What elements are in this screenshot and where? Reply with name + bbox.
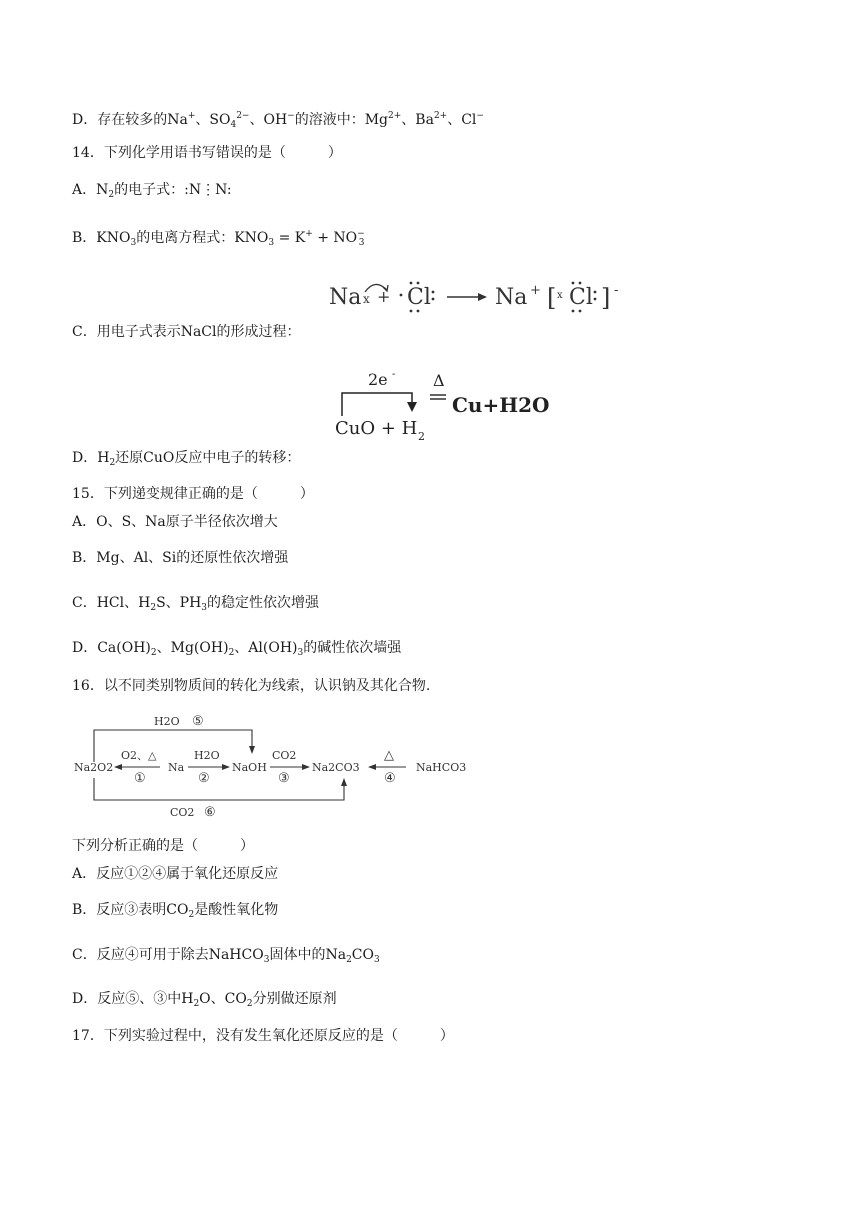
species-naoh: NaOH <box>232 761 267 774</box>
q14-option-d: D．$H_2$还原CuO反应中电子的转移： <box>72 450 301 468</box>
q14-stem: 14．下列化学用语书写错误的是（ ） <box>72 145 342 161</box>
q15-option-c: C．HCl、$H_2S$、$PH_3$的稳定性依次增强 <box>72 595 320 613</box>
q14-option-c: C．用电子式表示NaCl的形成过程： <box>72 324 301 340</box>
svg-text:+: + <box>530 283 541 298</box>
sodium-conversion-diagram <box>66 710 486 829</box>
r1-number: ① <box>134 771 146 786</box>
fig-na-ion: Na <box>495 285 528 310</box>
r2-number: ② <box>198 771 210 786</box>
svg-text:]: ] <box>601 284 611 312</box>
q16-question: 下列分析正确的是（ ） <box>72 838 254 854</box>
species-nahco3: NaHCO3 <box>416 761 467 774</box>
q15-option-a: A．O、S、Na原子半径依次增大 <box>72 514 278 530</box>
q15-stem: 15．下列递变规律正确的是（ ） <box>72 486 314 502</box>
svg-text:2: 2 <box>418 430 425 443</box>
r3-number: ③ <box>278 771 290 786</box>
electron-transfer-figure <box>330 368 550 447</box>
q16-option-b: B．反应③表明$CO_2$是酸性氧化物 <box>72 902 279 920</box>
fig-na: Na <box>329 285 362 310</box>
r4-number: ④ <box>384 771 396 786</box>
equation-lhs: CuO + H <box>335 418 418 439</box>
r5-reagent: H2O <box>154 715 180 728</box>
equation-rhs: Cu+H2O <box>452 393 550 417</box>
q17-stem: 17．下列实验过程中，没有发生氧化还原反应的是（ ） <box>72 1028 454 1044</box>
q15-option-d: D．$Ca(OH)_2$、$Mg(OH)_2$、$Al(OH)_3$的碱性依次墙强 <box>72 640 402 658</box>
fig-cl: Cl <box>407 285 431 310</box>
r6-number: ⑥ <box>204 805 216 820</box>
svg-text:-: - <box>392 369 396 380</box>
svg-text:x: x <box>557 290 563 301</box>
heat-symbol: Δ <box>433 371 445 390</box>
r1-reagent: O2、△ <box>121 749 157 762</box>
q13-option-d: D．存在较多的Na+、$SO_4^{2-}$、OH−的溶液中：$Mg^{2+}$、$Ba^{2+}$、Cl− <box>72 111 484 130</box>
svg-text:x: x <box>363 292 370 306</box>
q16-option-c: C．反应④可用于除去NaHCO$_3$固体中的$Na_2CO_3$ <box>72 947 380 965</box>
svg-text:[: [ <box>547 284 557 312</box>
species-na: Na <box>168 761 185 774</box>
transfer-bracket <box>342 393 412 416</box>
reaction-6-path <box>94 778 344 800</box>
q16-option-d: D．反应⑤、③中$H_2O$、$CO_2$分别做还原剂 <box>72 991 337 1009</box>
r3-reagent: CO2 <box>272 749 297 762</box>
reaction-5-path <box>94 730 252 762</box>
q16-stem: 16．以不同类别物质间的转化为线索，认识钠及其化合物. <box>72 678 431 694</box>
r4-reagent: △ <box>384 748 394 763</box>
q14-option-b: B．$KNO_3$的电离方程式：$KNO_3 = K^+ + NO^-_3$ <box>72 229 365 248</box>
species-na2o2: Na2O2 <box>74 761 114 774</box>
r6-reagent: CO2 <box>170 806 195 819</box>
fig-cl-ion: Cl <box>569 285 593 310</box>
species-na2co3: Na2CO3 <box>312 761 360 774</box>
q15-option-b: B．Mg、Al、Si的还原性依次增强 <box>72 550 289 566</box>
svg-text:+: + <box>377 287 391 306</box>
r5-number: ⑤ <box>192 714 204 729</box>
electrons-label: 2e <box>368 370 388 389</box>
q16-option-a: A．反应①②④属于氧化还原反应 <box>72 866 279 882</box>
q14-option-a: A．$N_2$的电子式：:N⋮N: <box>72 182 232 200</box>
nacl-formation-figure <box>325 270 635 324</box>
r2-reagent: H2O <box>194 749 220 762</box>
svg-text:-: - <box>614 283 619 298</box>
